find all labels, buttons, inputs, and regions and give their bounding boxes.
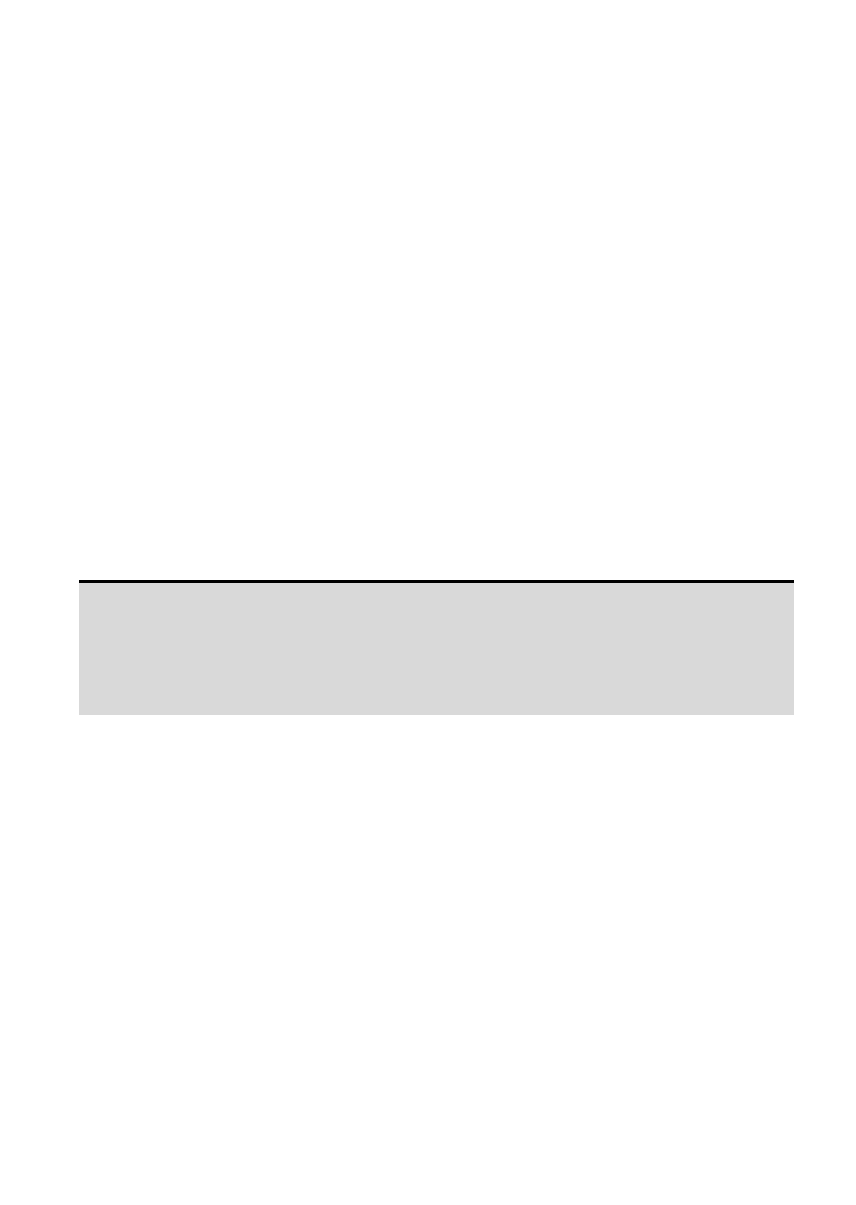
info-box: [79, 580, 794, 715]
